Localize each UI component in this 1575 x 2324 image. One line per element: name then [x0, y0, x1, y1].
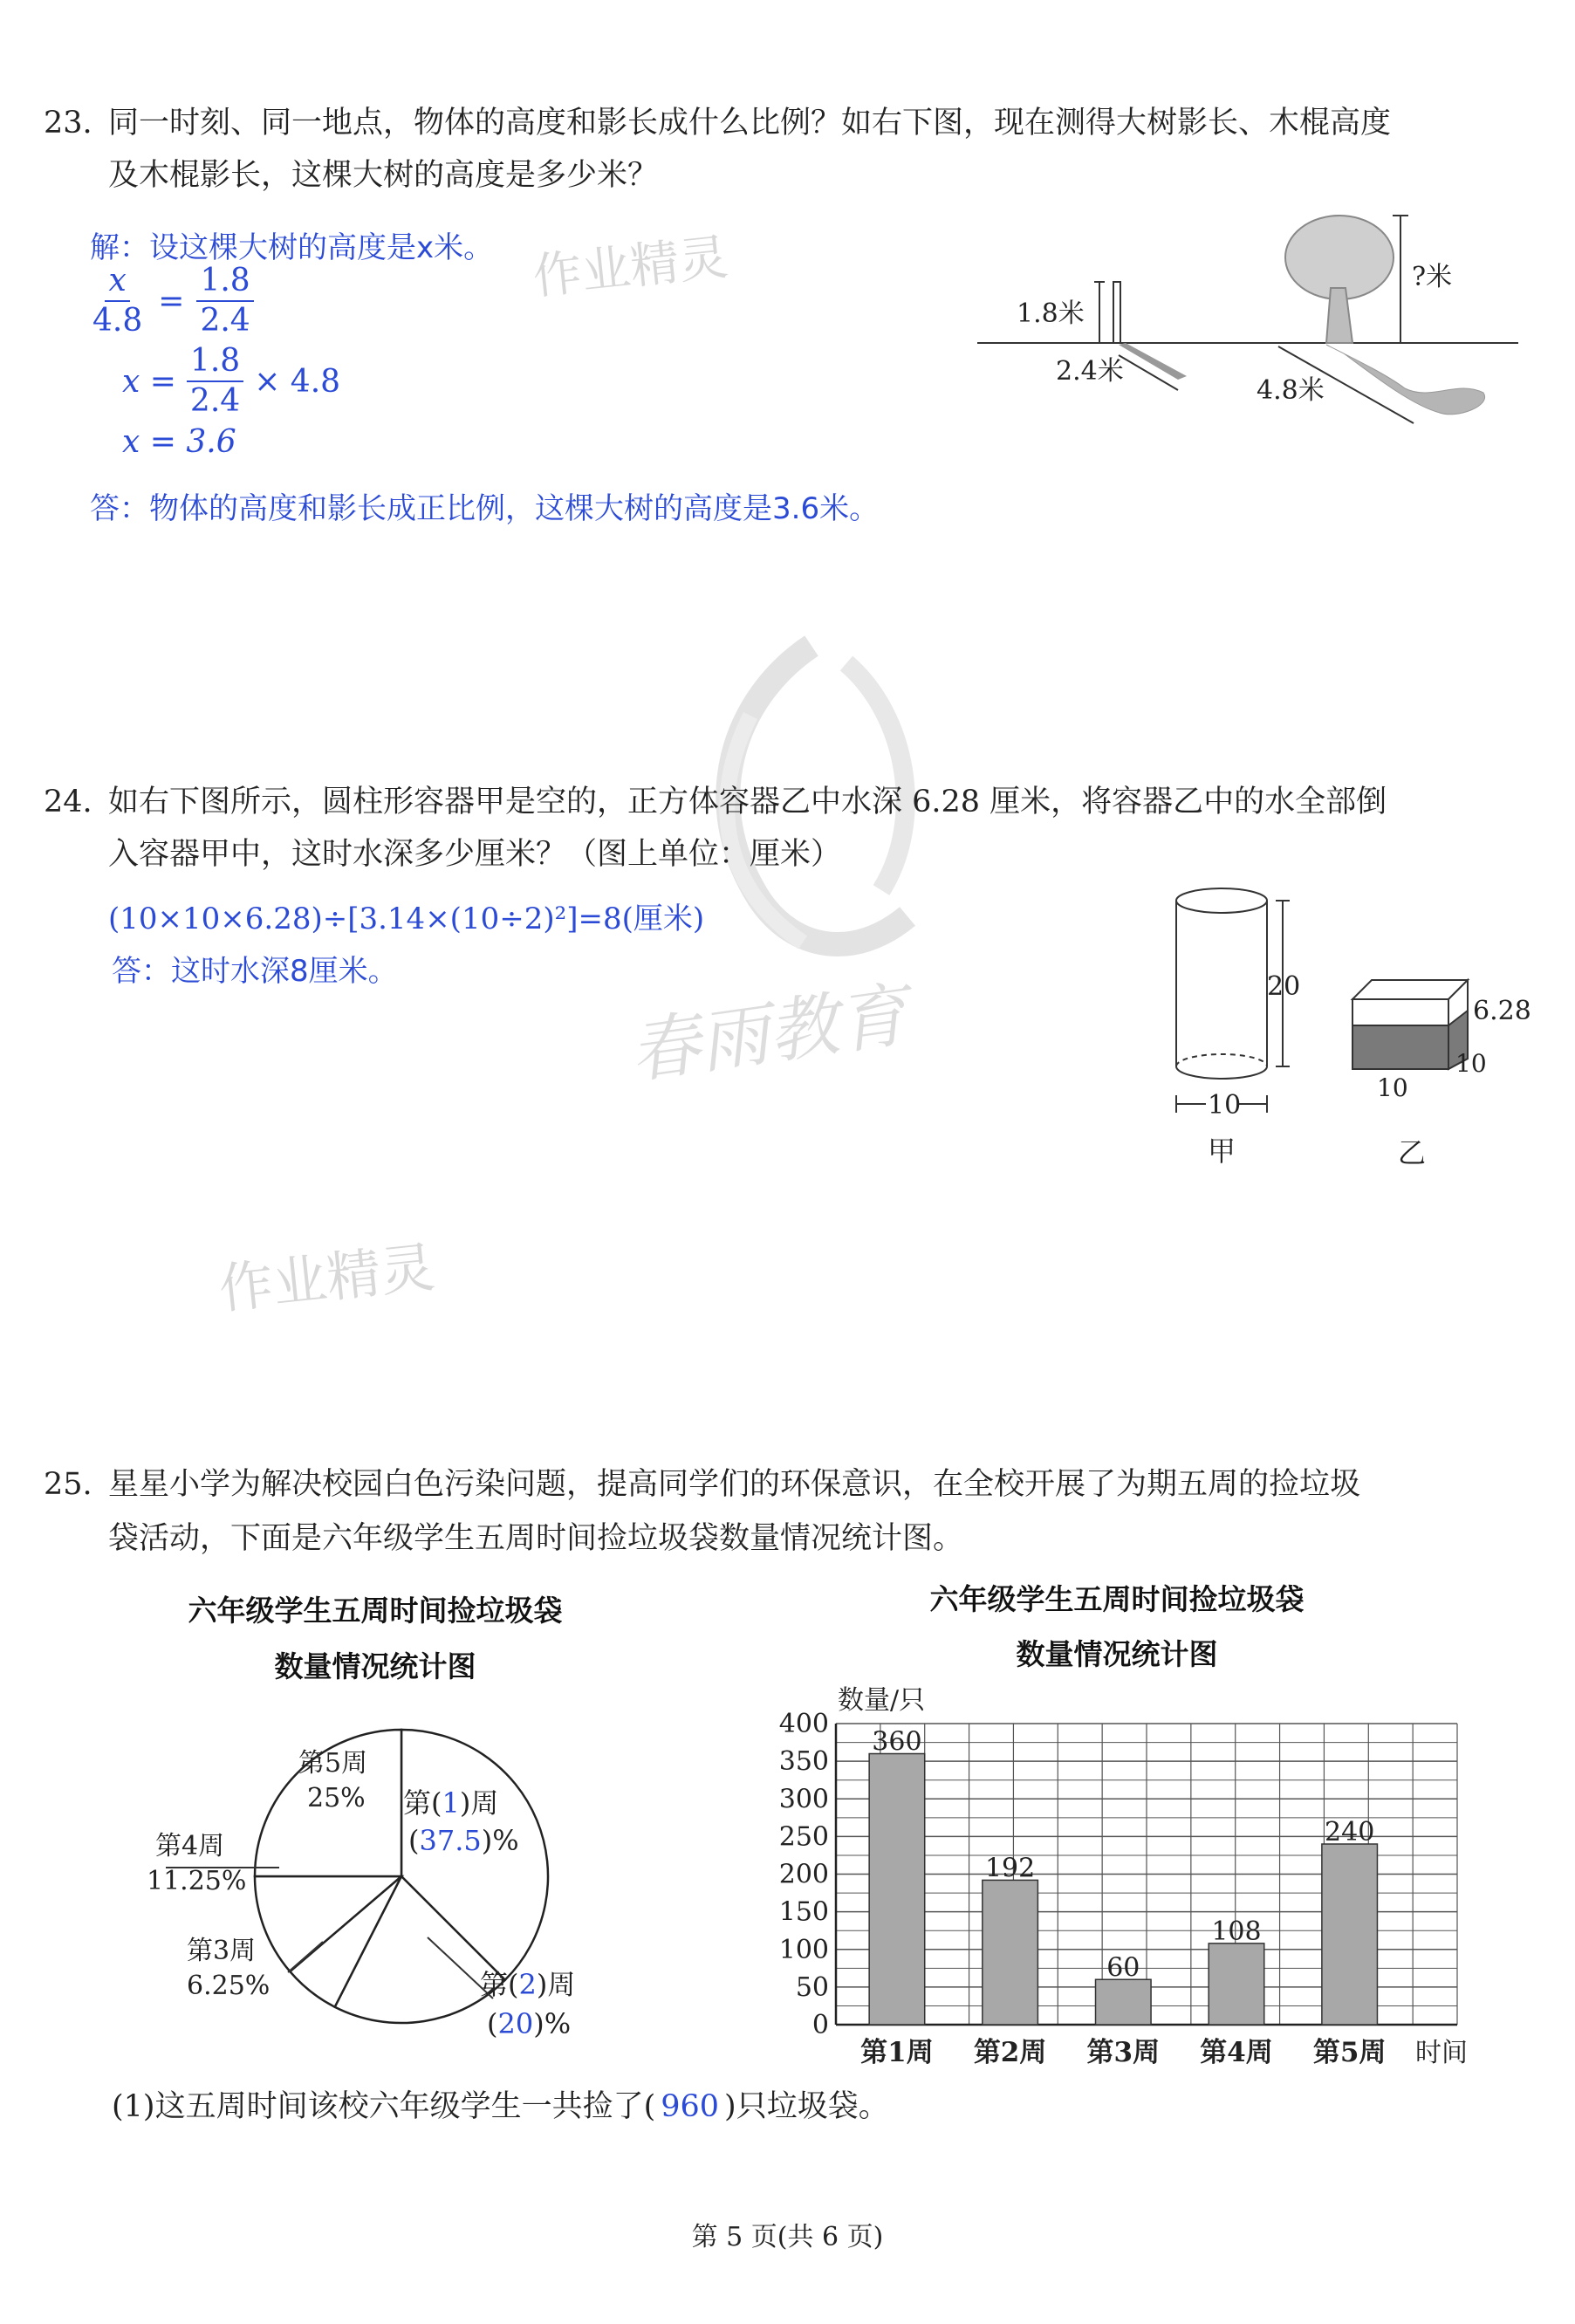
pie-label-week3-name: 第3周 [187, 1936, 257, 1966]
bar-ytick-label: 150 [778, 1896, 829, 1928]
pie-chart [131, 1693, 654, 2060]
bar-ytick-label: 350 [778, 1746, 829, 1778]
cylinder-label: 甲 [1208, 1135, 1236, 1168]
watermark-text: 作业精灵 [216, 1235, 438, 1321]
q25-sub1-text-after: )只垃圾袋。 [724, 2089, 889, 2124]
bar-value-label: 360 [872, 1726, 922, 1758]
bar-week5 [1322, 1844, 1378, 2025]
pie-label-week5-name: 第5周 [298, 1748, 368, 1779]
bar-value-label: 240 [1325, 1817, 1375, 1848]
eq1-equals: = [158, 283, 185, 319]
bar-value-label: 192 [984, 1853, 1036, 1884]
bar-xtick-label: 第5周 [1312, 2037, 1387, 2068]
bar-chart-title-line1: 六年级学生五周时间捡垃圾袋 [929, 1582, 1305, 1616]
bar-week4 [1209, 1944, 1264, 2025]
cylinder-diameter-label: 10 [1208, 1090, 1242, 1121]
bar-ytick-label: 300 [778, 1784, 829, 1815]
pie-label-week2-name: 第(2)周 [480, 1968, 576, 2001]
eq2-num: 1.8 [187, 342, 243, 382]
bar-value-label: 60 [1106, 1952, 1140, 1984]
q25-text-line2: 袋活动，下面是六年级学生五周时间捡垃圾袋数量情况统计图。 [108, 1521, 964, 1556]
cube-side-label: 10 [1377, 1073, 1408, 1102]
bar-ytick-label: 100 [778, 1934, 829, 1965]
cube-label: 乙 [1398, 1136, 1427, 1169]
pie-label-week4-pct: 11.25% [147, 1866, 247, 1896]
pie-label-week1-name: 第(1)周 [403, 1786, 499, 1820]
eq1-left-num: x [105, 262, 129, 302]
q23-figure [969, 205, 1527, 432]
pie-label-week2-pct: (20)% [487, 2007, 572, 2040]
bar-xtick-label: 第4周 [1200, 2037, 1273, 2068]
q25-sub1-text-before: (1)这五周时间该校六年级学生一共捡了( [112, 2089, 656, 2124]
q23-text-line2: 及木棍影长，这棵大树的高度是多少米？ [108, 158, 659, 193]
q23-equation-1 [89, 262, 254, 340]
bar-xtick-label: 第1周 [860, 2037, 934, 2068]
eq1-right-num: 1.8 [196, 262, 253, 302]
q25-sub1 [112, 2081, 889, 2132]
bar-chart-title-line2: 数量情况统计图 [1016, 1637, 1218, 1671]
bar-chart-xlabel: 时间 [1415, 2038, 1468, 2068]
cube-depth-label: 6.28 [1473, 996, 1531, 1026]
tree-height-label: ?米 [1412, 262, 1453, 292]
bar-week2 [983, 1880, 1038, 2025]
bar-xtick-label: 第3周 [1086, 2037, 1161, 2068]
page-footer: 第 5 页(共 6 页) [691, 2222, 884, 2252]
bar-ytick-label: 50 [795, 1971, 829, 2003]
q24-text-line1: 如右下图所示，圆柱形容器甲是空的，正方体容器乙中水深 6.28 厘米，将容器乙中的水全部倒 [108, 785, 1387, 819]
q23-answer: 答：物体的高度和影长成正比例，这棵大树的高度是3.6米。 [90, 491, 880, 526]
pie-label-week4-name: 第4周 [155, 1831, 225, 1861]
eq2-den: 2.4 [189, 383, 241, 419]
q24-figure [1152, 881, 1531, 1178]
q25-sub1-fill: 960 [661, 2089, 720, 2124]
cylinder-height-label: 20 [1267, 971, 1301, 1002]
q24-calculation: (10×10×6.28)÷[3.14×(10÷2)²]=8(厘米) [108, 901, 705, 936]
bar-ytick-label: 200 [778, 1859, 829, 1890]
bar-ytick-label: 400 [778, 1709, 829, 1739]
bar-chart-ylabel: 数量/只 [838, 1685, 926, 1716]
pie-label-week1-pct: (37.5)% [408, 1824, 519, 1857]
q24-number: 24. [44, 785, 92, 819]
q24-text-line2: 入容器甲中，这时水深多少厘米？（图上单位：厘米） [108, 837, 842, 872]
bar-chart [777, 1676, 1492, 2077]
bar-ytick-label: 250 [778, 1821, 829, 1853]
pie-label-week3-pct: 6.25% [187, 1971, 270, 2001]
eq2-tail: × 4.8 [254, 363, 341, 400]
q25-text-line1: 星星小学为解决校园白色污染问题，提高同学们的环保意识，在全校开展了为期五周的捡垃圾 [108, 1467, 1361, 1502]
cylinder-top [1176, 888, 1267, 913]
tree-crown [1285, 216, 1394, 299]
q23-text-line1: 同一时刻、同一地点，物体的高度和影长成什么比例？如右下图，现在测得大树影长、木棍高度 [108, 106, 1392, 141]
bar-value-label: 108 [1211, 1916, 1262, 1947]
cube-side-label: 10 [1455, 1049, 1487, 1078]
tree-shadow [1326, 345, 1485, 415]
eq1-left-den: 4.8 [92, 303, 143, 339]
q23-equation-3: x = 3.6 [122, 424, 236, 460]
cube-water [1352, 1025, 1448, 1069]
bar-xtick-label: 第2周 [973, 2037, 1047, 2068]
q24-answer: 答：这时水深8厘米。 [112, 954, 398, 989]
q25-number: 25. [44, 1467, 92, 1502]
stick [1113, 282, 1120, 343]
bar-week3 [1096, 1979, 1152, 2025]
q23-equation-2 [122, 342, 340, 421]
bar-ytick-label: 0 [811, 2010, 829, 2040]
tree-shadow-label: 4.8米 [1257, 375, 1325, 406]
pie-chart-title-line2: 数量情况统计图 [274, 1649, 476, 1683]
bar-week1 [869, 1754, 925, 2026]
eq1-right-den: 2.4 [200, 303, 250, 339]
q23-number: 23. [44, 106, 92, 141]
stick-shadow-label: 2.4米 [1056, 356, 1124, 387]
q23-solution-intro: 解：设这棵大树的高度是x米。 [90, 230, 494, 265]
pie-label-week5-pct: 25% [307, 1783, 366, 1813]
eq2-var: x = [122, 363, 176, 400]
watermark-text: 作业精灵 [530, 229, 731, 306]
stick-height-label: 1.8米 [1017, 298, 1085, 329]
pie-chart-title-line1: 六年级学生五周时间捡垃圾袋 [188, 1594, 563, 1628]
watermark-logo: 春雨教育 [625, 974, 913, 1093]
